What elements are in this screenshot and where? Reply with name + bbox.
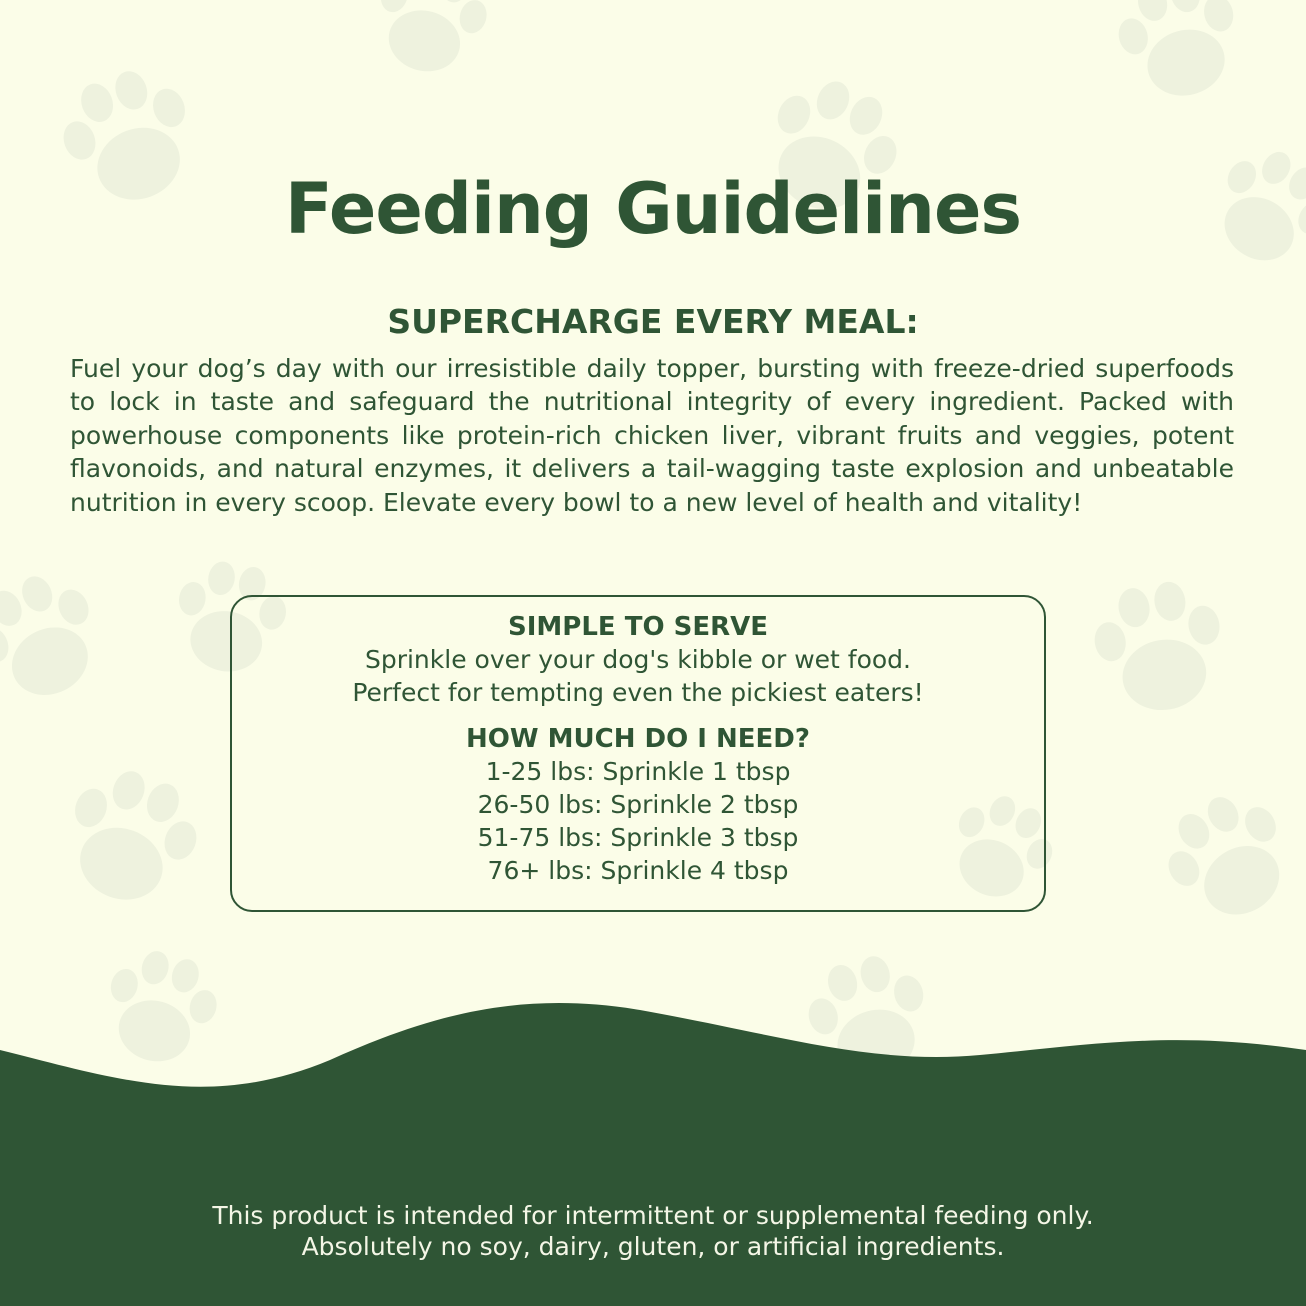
amount-heading: HOW MUCH DO I NEED? <box>466 724 810 754</box>
amount-line: 51-75 lbs: Sprinkle 3 tbsp <box>477 823 799 852</box>
amount-line: 76+ lbs: Sprinkle 4 tbsp <box>487 856 789 885</box>
serve-line: Sprinkle over your dog's kibble or wet food. <box>364 645 912 674</box>
page-title: Feeding Guidelines <box>284 168 1022 250</box>
serve-line: Perfect for tempting even the pickiest eaters! <box>352 678 924 707</box>
footer-disclaimer <box>0 1200 1306 1262</box>
serving-info-box <box>230 595 1046 912</box>
amount-line: 1-25 lbs: Sprinkle 1 tbsp <box>485 757 791 786</box>
footer-line: This product is intended for intermittent or supplemental feeding only. <box>212 1201 1094 1230</box>
intro-paragraph: Fuel your dog’s day with our irresistible daily topper, bursting with freeze-dried superfoods to lock in taste and safeguard the nutritional integrity of every ingredient. Packed with powerhouse components like protein-rich chicken liver, vibrant fruits and veggies, potent flavonoids, and natural enzymes, it delivers a tail-wagging taste explosion and unbeatable nutrition in every scoop. Elevate every bowl to a new level of health and vitality! <box>70 354 1234 517</box>
footer-line: Absolutely no soy, dairy, gluten, or artificial ingredients. <box>301 1232 1005 1261</box>
section-subtitle: SUPERCHARGE EVERY MEAL: <box>387 302 919 341</box>
amount-line: 26-50 lbs: Sprinkle 2 tbsp <box>477 790 799 819</box>
serve-heading: SIMPLE TO SERVE <box>508 612 768 642</box>
